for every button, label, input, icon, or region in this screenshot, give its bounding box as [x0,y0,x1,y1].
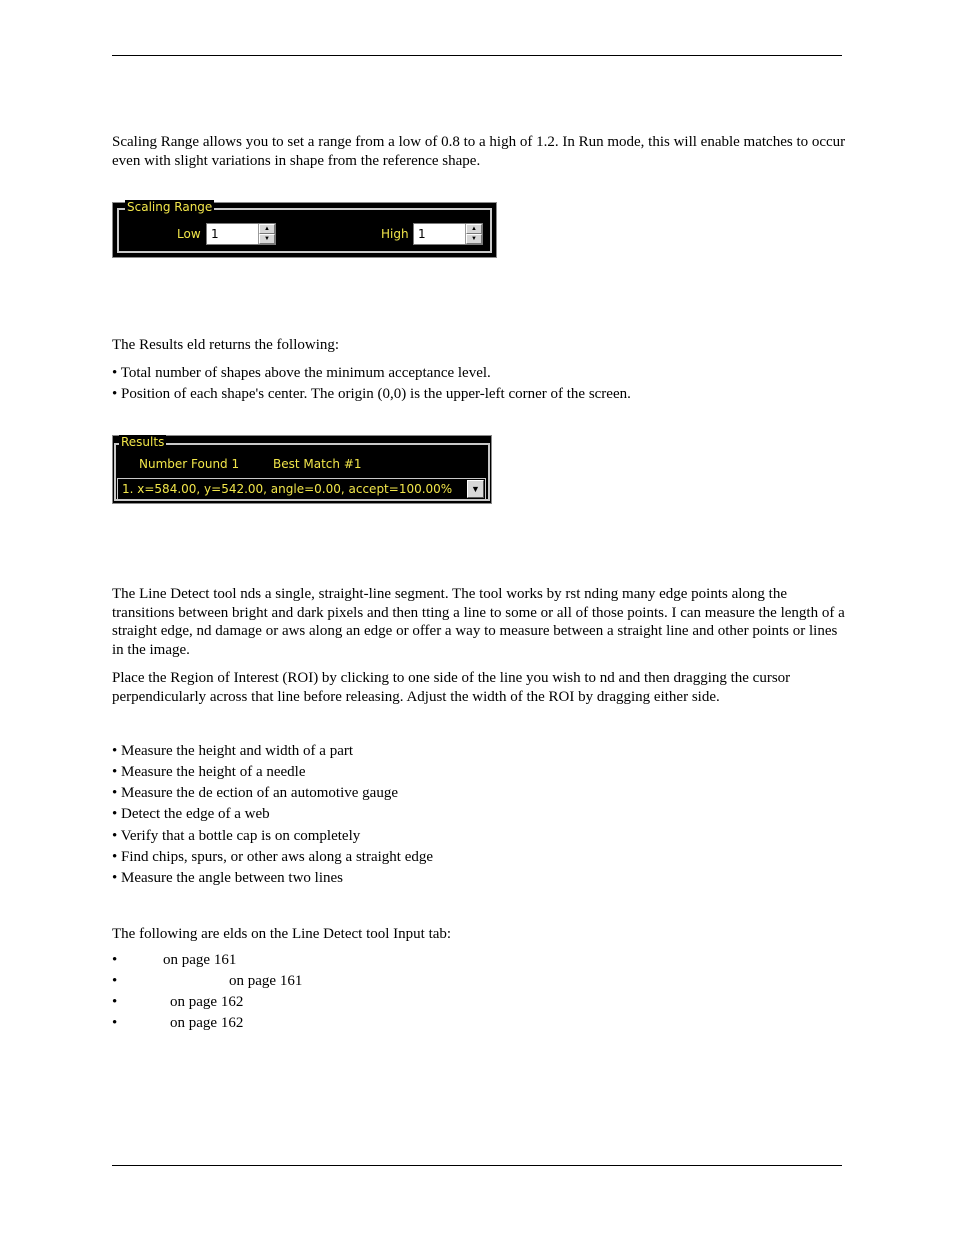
high-label: High [381,227,409,241]
field-link-4 [112,1014,244,1032]
field-link-2-bullet: • [112,973,118,989]
low-down-arrow-icon[interactable]: ▼ [259,234,275,244]
results-title: Results [121,435,165,449]
results-combo[interactable] [117,478,486,500]
high-stepper-arrows [465,224,482,244]
field-link-4-text[interactable]: on page 162 [170,1015,244,1031]
results-panel [112,435,492,504]
low-stepper[interactable] [206,223,276,245]
field-link-3-bullet: • [112,994,118,1010]
line-detect-paragraph-1: The Line Detect tool nds a single, straight-line segment. The tool works by rst nding many edge points along the transitions between bright and dark pixels and then tting a line to some or all of those points. I can measure the length of a straight edge, nd damage or aws along an edge or offer a way to measure between a straight line and other points or lines in the image. [112,586,845,658]
results-bullet-1: • Total number of shapes above the minimum acceptance level. [112,365,491,381]
high-down-arrow-icon[interactable]: ▼ [466,234,482,244]
field-link-3-text[interactable]: on page 162 [170,994,244,1010]
field-link-3 [112,993,244,1011]
use-item-1: • Measure the height and width of a part [112,743,354,759]
footer-rule [112,1165,842,1166]
field-link-1 [112,951,237,969]
low-stepper-arrows [258,224,275,244]
scaling-range-title: Scaling Range [127,200,213,214]
low-up-arrow-icon[interactable]: ▲ [259,224,275,234]
results-group [114,435,490,501]
field-link-2-text[interactable]: on page 161 [229,973,303,989]
header-rule [112,55,842,56]
results-combo-value: 1. x=584.00, y=542.00, angle=0.00, accept=100.00% [122,482,453,496]
high-input[interactable] [414,224,465,244]
scaling-range-panel [112,202,497,258]
number-found-label: Number Found 1 [139,457,240,471]
chevron-down-icon[interactable]: ▼ [467,480,484,498]
low-label: Low [177,227,201,241]
best-match-label: Best Match #1 [273,457,362,471]
field-link-1-bullet: • [112,952,118,968]
field-link-4-bullet: • [112,1015,118,1031]
use-item-6: • Find chips, spurs, or other aws along a straight edge [112,849,434,865]
scaling-range-paragraph: Scaling Range allows you to set a range from a low of 0.8 to a high of 1.2. In Run mode, this will enable matches to occur even with slight variations in shape from the reference shape. [112,134,846,169]
use-item-3: • Measure the de ection of an automotive gauge [112,785,398,801]
use-item-2: • Measure the height of a needle [112,764,306,780]
use-item-4: • Detect the edge of a web [112,806,270,822]
high-up-arrow-icon[interactable]: ▲ [466,224,482,234]
low-input[interactable] [207,224,258,244]
field-link-1-text[interactable]: on page 161 [163,952,237,968]
use-item-7: • Measure the angle between two lines [112,870,344,886]
use-item-5: • Verify that a bottle cap is on completely [112,828,361,844]
scaling-range-group [117,200,492,253]
line-detect-paragraph-2: Place the Region of Interest (ROI) by clicking to one side of the line you wish to nd and then dragging the cursor perpendicularly across that line before releasing. Adjust the width of the ROI by dragging either side. [112,670,791,705]
results-bullet-2: • Position of each shape's center. The origin (0,0) is the upper-left corner of the screen. [112,386,631,402]
high-stepper[interactable] [413,223,483,245]
field-link-2 [112,972,303,990]
fields-intro: The following are elds on the Line Detect tool Input tab: [112,926,452,942]
results-intro: The Results eld returns the following: [112,337,340,353]
